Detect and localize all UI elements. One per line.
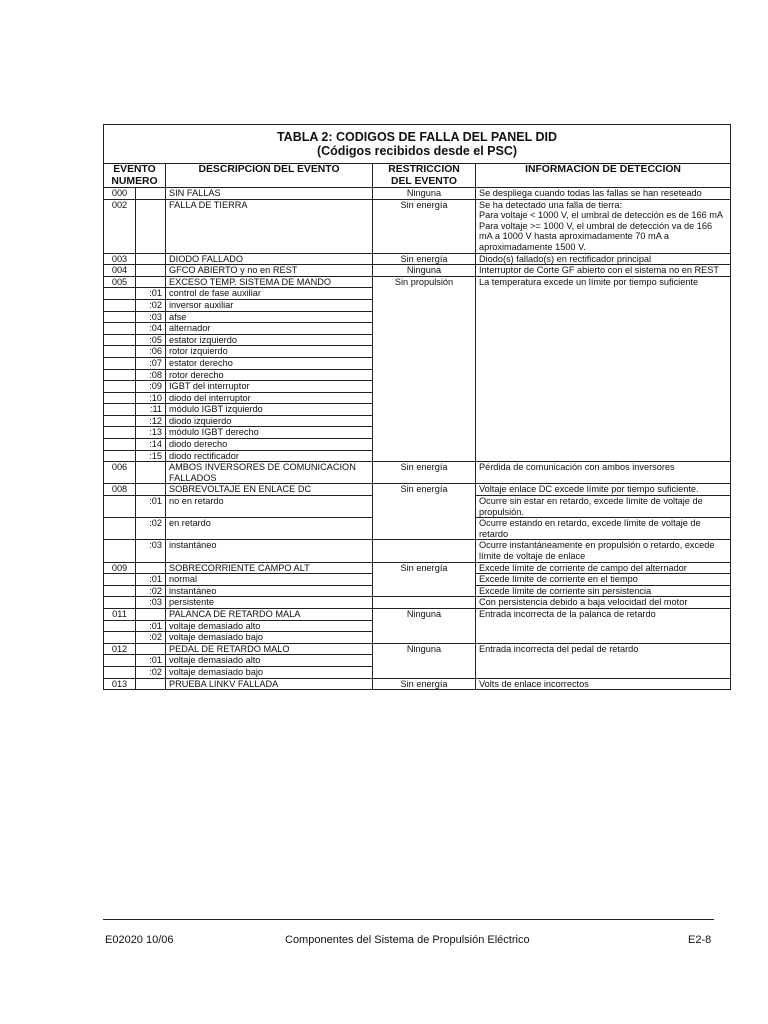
event-subcode	[136, 253, 166, 265]
event-subcode	[136, 562, 166, 574]
event-subcode: :07	[136, 357, 166, 369]
event-subcode: :02	[136, 632, 166, 644]
event-restriction: Sin propulsión	[373, 276, 476, 462]
event-code	[104, 574, 136, 586]
table-subrow	[104, 540, 731, 562]
event-subcode: :01	[136, 574, 166, 586]
event-subcode	[136, 199, 166, 253]
event-description: IGBT del interruptor	[166, 381, 373, 393]
header-detection-info: INFORMACION DE DETECCION	[476, 164, 731, 188]
event-info: Pérdida de comunicación con ambos inversores	[476, 462, 731, 484]
table-header-row	[104, 164, 731, 188]
event-description: módulo IGBT derecho	[166, 427, 373, 439]
event-info: Diodo(s) fallado(s) en rectificador principal	[476, 253, 731, 265]
event-subcode	[136, 188, 166, 200]
event-subcode: :03	[136, 311, 166, 323]
event-restriction: Sin energía	[373, 678, 476, 690]
event-subcode: :13	[136, 427, 166, 439]
event-code	[104, 415, 136, 427]
table-row	[104, 484, 731, 496]
event-info: Excede límite de corriente en el tiempo	[476, 574, 731, 586]
event-restriction: Sin energía	[373, 484, 476, 540]
event-code: 011	[104, 608, 136, 620]
event-code	[104, 632, 136, 644]
event-code	[104, 369, 136, 381]
event-code	[104, 585, 136, 597]
event-code	[104, 404, 136, 416]
event-info: Entrada incorrecta del pedal de retardo	[476, 643, 731, 678]
event-code: 000	[104, 188, 136, 200]
event-description: EXCESO TEMP. SISTEMA DE MANDO	[166, 276, 373, 288]
event-restriction: Ninguna	[373, 643, 476, 678]
event-description: inversor auxiliar	[166, 299, 373, 311]
event-subcode	[136, 462, 166, 484]
event-description: rotor izquierdo	[166, 346, 373, 358]
table-row	[104, 643, 731, 655]
event-code	[104, 381, 136, 393]
event-description: afse	[166, 311, 373, 323]
event-description: rotor derecho	[166, 369, 373, 381]
table-title: TABLA 2: CODIGOS DE FALLA DEL PANEL DID	[276, 130, 558, 144]
event-description: voltaje demasiado alto	[166, 620, 373, 632]
table-row	[104, 276, 731, 288]
header-description: DESCRIPCION DEL EVENTO	[166, 164, 373, 188]
table-row	[104, 678, 731, 690]
event-code	[104, 620, 136, 632]
event-description: DIODO FALLADO	[166, 253, 373, 265]
event-description: FALLA DE TIERRA	[166, 199, 373, 253]
footer-doc-code: E02020 10/06	[105, 934, 174, 946]
event-subcode: :02	[136, 585, 166, 597]
event-code	[104, 666, 136, 678]
event-subcode: :11	[136, 404, 166, 416]
event-subcode: :05	[136, 334, 166, 346]
event-subcode: :10	[136, 392, 166, 404]
event-code	[104, 346, 136, 358]
event-subcode: :01	[136, 620, 166, 632]
event-subcode: :01	[136, 655, 166, 667]
event-subcode	[136, 484, 166, 496]
event-subcode: :02	[136, 666, 166, 678]
event-info: Ocurre instantáneamente en propulsión o retardo, excede límite de voltaje de enlace	[476, 540, 731, 562]
event-subcode: :08	[136, 369, 166, 381]
event-subcode: :15	[136, 450, 166, 462]
event-description: módulo IGBT izquierdo	[166, 404, 373, 416]
event-code	[104, 357, 136, 369]
event-description: diodo rectificador	[166, 450, 373, 462]
event-description: no en retardo	[166, 496, 373, 518]
event-code: 004	[104, 265, 136, 277]
event-description: voltaje demasiado bajo	[166, 632, 373, 644]
event-description: PRUEBA LINKV FALLADA	[166, 678, 373, 690]
event-description: SOBREVOLTAJE EN ENLACE DC	[166, 484, 373, 496]
event-code	[104, 496, 136, 518]
event-subcode: :02	[136, 518, 166, 540]
event-code	[104, 311, 136, 323]
footer-title: Componentes del Sistema de Propulsión Eléctrico	[285, 934, 530, 946]
event-code: 012	[104, 643, 136, 655]
event-code	[104, 427, 136, 439]
table-title-row	[104, 125, 731, 164]
event-info: Ocurre sin estar en retardo, excede límite de voltaje de propulsión.	[476, 496, 731, 518]
footer-page-number: E2-8	[688, 934, 712, 946]
header-event-line1: EVENTO	[113, 164, 156, 175]
table-row	[104, 562, 731, 574]
event-code	[104, 450, 136, 462]
event-code	[104, 323, 136, 335]
event-restriction: Sin energía	[373, 462, 476, 484]
event-code	[104, 597, 136, 609]
table-row	[104, 188, 731, 200]
table-row	[104, 462, 731, 484]
event-code: 008	[104, 484, 136, 496]
event-description: diodo del interruptor	[166, 392, 373, 404]
event-code	[104, 288, 136, 300]
event-restriction: Ninguna	[373, 265, 476, 277]
event-info	[476, 199, 731, 253]
event-info-line: Para voltaje >= 1000 V, el umbral de detección va de 166 mA a 1000 V hasta aproximadamente 70 mA a aproximadamente 1500 V.	[479, 220, 713, 252]
event-description: diodo izquierdo	[166, 415, 373, 427]
event-info-line: Para voltaje < 1000 V, el umbral de detección es de 166 mA	[479, 210, 724, 221]
event-info: Voltaje enlace DC excede límite por tiempo suficiente.	[476, 484, 731, 496]
event-code: 005	[104, 276, 136, 288]
fault-code-table	[103, 124, 731, 690]
table-row	[104, 608, 731, 620]
event-subcode: :14	[136, 439, 166, 451]
header-event-number	[104, 164, 166, 188]
event-subcode: :03	[136, 540, 166, 562]
event-info: La temperatura excede un límite por tiempo suficiente	[476, 276, 731, 462]
event-code: 006	[104, 462, 136, 484]
header-restriction-line2: DEL EVENTO	[390, 175, 458, 187]
event-subcode: :03	[136, 597, 166, 609]
event-subcode	[136, 678, 166, 690]
event-code	[104, 540, 136, 562]
header-event-line2: NUMERO	[111, 175, 158, 187]
event-code	[104, 392, 136, 404]
event-info: Interruptor de Corte GF abierto con el sistema no en REST	[476, 265, 731, 277]
table-subrow	[104, 597, 731, 609]
table-subtitle: (Códigos recibidos desde el PSC)	[316, 144, 518, 158]
event-code: 002	[104, 199, 136, 253]
table-title-cell	[104, 125, 731, 164]
event-info-line: Se ha detectado una falla de tierra:	[479, 199, 623, 210]
event-subcode: :06	[136, 346, 166, 358]
table-row	[104, 265, 731, 277]
event-description: SOBRECORRIENTE CAMPO ALT	[166, 562, 373, 574]
event-code	[104, 439, 136, 451]
event-subcode: :01	[136, 496, 166, 518]
event-description: instantáneo	[166, 540, 373, 562]
table-row	[104, 253, 731, 265]
event-description: alternador	[166, 323, 373, 335]
event-description: control de fase auxiliar	[166, 288, 373, 300]
event-restriction	[373, 597, 476, 609]
event-code: 013	[104, 678, 136, 690]
event-subcode: :02	[136, 299, 166, 311]
event-description: estator derecho	[166, 357, 373, 369]
event-info: Se despliega cuando todas las fallas se han reseteado	[476, 188, 731, 200]
event-restriction: Sin energía	[373, 253, 476, 265]
event-restriction: Ninguna	[373, 608, 476, 643]
event-restriction: Sin energía	[373, 562, 476, 597]
event-info: Excede límite de corriente de campo del alternador	[476, 562, 731, 574]
event-subcode	[136, 265, 166, 277]
event-subcode: :04	[136, 323, 166, 335]
header-restriction-line1: RESTRICCION	[388, 164, 460, 175]
event-description: SIN FALLAS	[166, 188, 373, 200]
event-subcode	[136, 608, 166, 620]
header-restriction	[373, 164, 476, 188]
event-subcode	[136, 643, 166, 655]
event-subcode: :01	[136, 288, 166, 300]
event-code: 009	[104, 562, 136, 574]
event-code	[104, 299, 136, 311]
event-info: Entrada incorrecta de la palanca de retardo	[476, 608, 731, 643]
event-subcode	[136, 276, 166, 288]
event-info: Excede límite de corriente sin persistencia	[476, 585, 731, 597]
event-description: instantáneo	[166, 585, 373, 597]
event-description: diodo derecho	[166, 439, 373, 451]
event-code	[104, 334, 136, 346]
event-code: 003	[104, 253, 136, 265]
event-info: Con persistencia debido a baja velocidad del motor	[476, 597, 731, 609]
footer-divider	[103, 919, 714, 920]
event-info: Volts de enlace incorrectos	[476, 678, 731, 690]
event-description: PALANCA DE RETARDO MALA	[166, 608, 373, 620]
event-description: normal	[166, 574, 373, 586]
event-description: persistente	[166, 597, 373, 609]
event-restriction: Ninguna	[373, 188, 476, 200]
event-restriction: Sin energía	[373, 199, 476, 253]
event-code	[104, 655, 136, 667]
event-description: estator izquierdo	[166, 334, 373, 346]
event-description: en retardo	[166, 518, 373, 540]
event-description: GFCO ABIERTO y no en REST	[166, 265, 373, 277]
table-row	[104, 199, 731, 253]
event-restriction	[373, 540, 476, 562]
event-info: Ocurre estando en retardo, excede límite de voltaje de retardo	[476, 518, 731, 540]
event-description: voltaje demasiado alto	[166, 655, 373, 667]
event-subcode: :09	[136, 381, 166, 393]
event-subcode: :12	[136, 415, 166, 427]
event-code	[104, 518, 136, 540]
event-description: voltaje demasiado bajo	[166, 666, 373, 678]
event-description: PEDAL DE RETARDO MALO	[166, 643, 373, 655]
event-description: AMBOS INVERSORES DE COMUNICACION FALLADOS	[166, 462, 373, 484]
